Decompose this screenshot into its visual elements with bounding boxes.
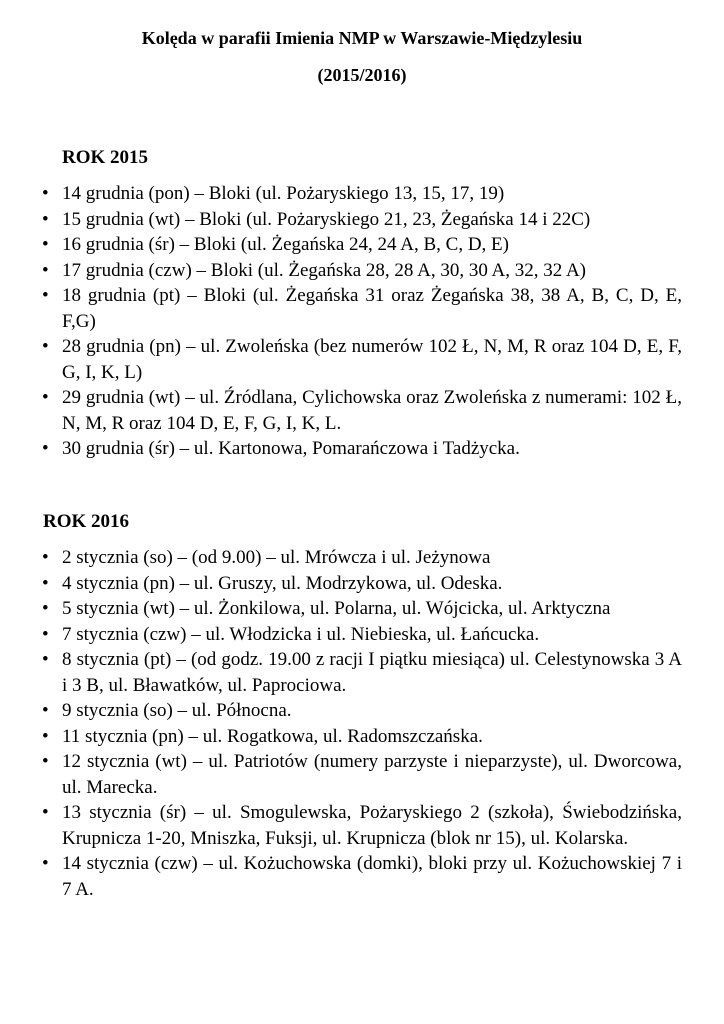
bullet-icon: •	[42, 183, 49, 204]
list-item-text: 8 stycznia (pt) – (od godz. 19.00 z racji I piątku miesiąca) ul. Celestynowska 3 A i 3 B, ul. Bławatków, ul. Paprociowa.	[62, 649, 682, 696]
bullet-icon: •	[42, 725, 49, 747]
bullet-icon: •	[42, 285, 49, 306]
bullet-icon: •	[42, 208, 49, 230]
list-item	[42, 724, 682, 750]
bullet-icon: •	[42, 438, 49, 459]
bullet-icon: •	[42, 547, 49, 568]
bullet-icon: •	[42, 572, 49, 594]
bullet-icon: •	[42, 649, 49, 670]
bullet-icon: •	[42, 234, 49, 255]
list-item-text: 9 stycznia (so) – ul. Północna.	[62, 700, 292, 721]
list-item-text: 14 stycznia (czw) – ul. Kożuchowska (domki), bloki przy ul. Kożuchowskiej 7 i 7 A.	[62, 853, 682, 900]
list-item	[42, 207, 682, 233]
document-years: (2015/2016)	[317, 65, 407, 85]
bullet-icon: •	[42, 336, 49, 357]
section-heading-2016: ROK 2016	[43, 511, 130, 532]
schedule-list-2016	[42, 545, 682, 902]
list-item	[42, 334, 682, 385]
list-item-text: 5 stycznia (wt) – ul. Żonkilowa, ul. Polarna, ul. Wójcicka, ul. Arktyczna	[62, 598, 611, 619]
list-item	[42, 800, 682, 851]
section-heading-2015: ROK 2015	[62, 147, 149, 168]
bullet-icon: •	[42, 387, 49, 408]
bullet-icon: •	[42, 700, 49, 721]
list-item-text: 13 stycznia (śr) – ul. Smogulewska, Pożaryskiego 2 (szkoła), Świebodzińska, Krupnicza 1-20, Mniszka, Fuksji, ul. Krupnicza (blok nr 15), ul. Kolarska.	[62, 802, 682, 849]
list-item	[42, 596, 682, 622]
list-item-text: 12 stycznia (wt) – ul. Patriotów (numery parzyste i nieparzyste), ul. Dworcowa, ul. Marecka.	[62, 751, 682, 798]
list-item-text: 14 grudnia (pon) – Bloki (ul. Pożaryskiego 13, 15, 17, 19)	[62, 183, 505, 204]
list-item	[42, 647, 682, 698]
list-item	[42, 571, 682, 597]
list-item	[42, 283, 682, 334]
list-item-text: 28 grudnia (pn) – ul. Zwoleńska (bez numerów 102 Ł, N, M, R oraz 104 D, E, F, G, I, K, L)	[62, 336, 682, 383]
list-item-text: 30 grudnia (śr) – ul. Kartonowa, Pomarańczowa i Tadżycka.	[62, 438, 520, 459]
list-item-text: 18 grudnia (pt) – Bloki (ul. Żegańska 31 oraz Żegańska 38, 38 A, B, C, D, E, F,G)	[62, 285, 682, 332]
bullet-icon: •	[42, 802, 49, 823]
bullet-icon: •	[42, 853, 49, 874]
bullet-icon: •	[42, 751, 49, 772]
list-item	[42, 622, 682, 648]
list-item	[42, 749, 682, 800]
list-item	[42, 258, 682, 284]
list-item	[42, 232, 682, 258]
list-item	[42, 545, 682, 571]
list-item-text: 17 grudnia (czw) – Bloki (ul. Żegańska 28, 28 A, 30, 30 A, 32, 32 A)	[62, 259, 587, 281]
list-item	[42, 436, 682, 462]
list-item-text: 29 grudnia (wt) – ul. Źródlana, Cylichowska oraz Zwoleńska z numerami: 102 Ł, N, M, R oraz 104 D, E, F, G, I, K, L.	[62, 387, 682, 434]
bullet-icon: •	[42, 598, 49, 619]
list-item	[42, 181, 682, 207]
schedule-list-2015	[42, 181, 682, 462]
document-title: Kolęda w parafii Imienia NMP w Warszawie-Międzylesiu	[141, 28, 583, 48]
bullet-icon: •	[42, 623, 49, 645]
list-item-text: 2 stycznia (so) – (od 9.00) – ul. Mrówcza i ul. Jeżynowa	[62, 547, 491, 568]
list-item-text: 16 grudnia (śr) – Bloki (ul. Żegańska 24, 24 A, B, C, D, E)	[62, 234, 509, 255]
list-item-text: 4 stycznia (pn) – ul. Gruszy, ul. Modrzykowa, ul. Odeska.	[62, 572, 503, 594]
list-item	[42, 698, 682, 724]
bullet-icon: •	[42, 259, 49, 281]
list-item-text: 15 grudnia (wt) – Bloki (ul. Pożaryskiego 21, 23, Żegańska 14 i 22C)	[62, 208, 591, 230]
list-item-text: 11 stycznia (pn) – ul. Rogatkowa, ul. Radomszczańska.	[62, 725, 483, 747]
list-item-text: 7 stycznia (czw) – ul. Włodzicka i ul. Niebieska, ul. Łańcucka.	[62, 623, 540, 645]
list-item	[42, 385, 682, 436]
list-item	[42, 851, 682, 902]
